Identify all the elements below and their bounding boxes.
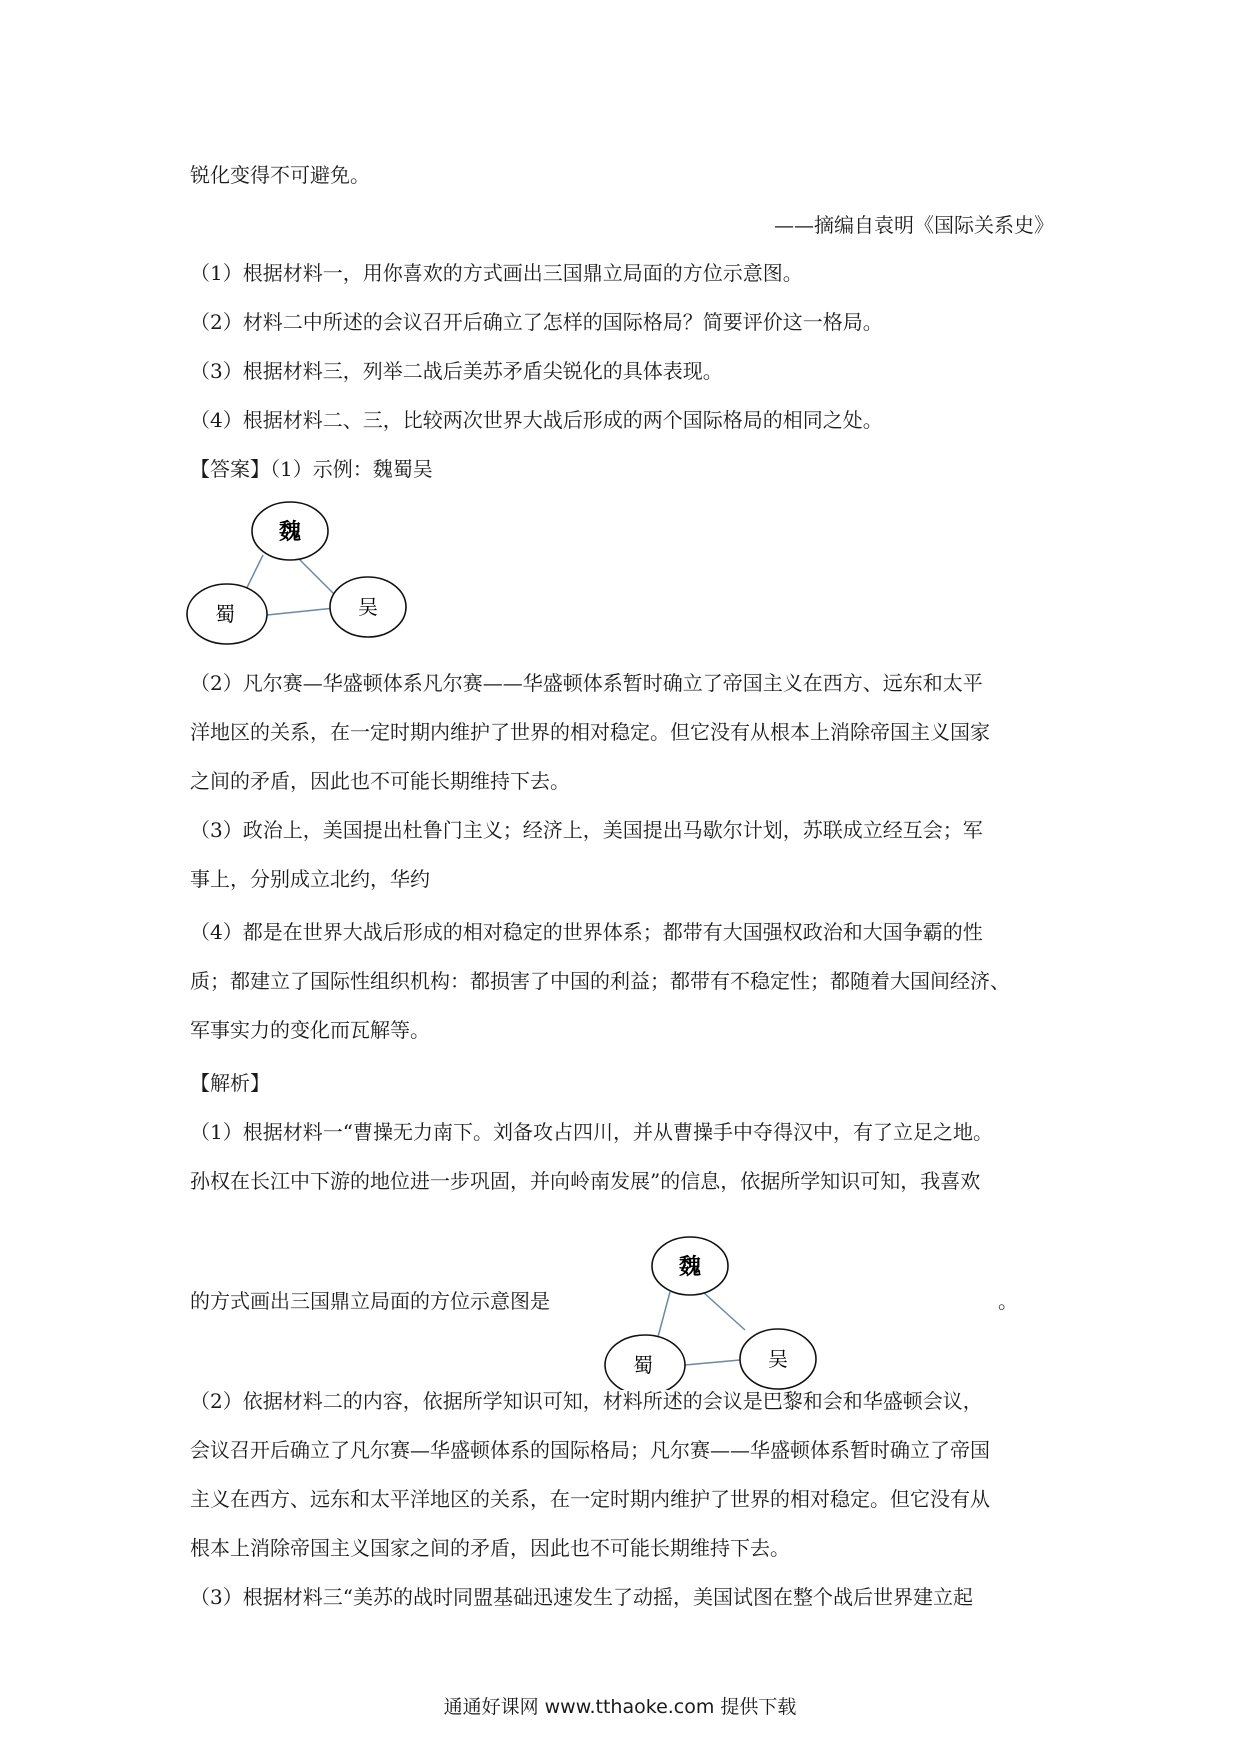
question-3: （3）根据材料三，列举二战后美苏矛盾尖锐化的具体表现。 xyxy=(190,359,723,383)
connector-line xyxy=(703,1292,745,1330)
connector-line xyxy=(295,555,335,595)
analysis-2: 会议召开后确立了凡尔赛—华盛顿体系的国际格局；凡尔赛——华盛顿体系暂时确立了帝国 xyxy=(190,1438,990,1462)
analysis-1-diagram-line xyxy=(190,1238,1018,1377)
sentence-end: 。 xyxy=(998,1289,1018,1313)
analysis-2: 主义在西方、远东和太平洋地区的关系，在一定时期内维护了世界的相对稳定。但它没有从 xyxy=(190,1487,990,1511)
answer-2: （2）凡尔赛—华盛顿体系凡尔赛——华盛顿体系暂时确立了帝国主义在西方、远东和太平 xyxy=(190,671,983,695)
answer-4: 军事实力的变化而瓦解等。 xyxy=(190,1018,430,1042)
analysis-3: （3）根据材料三“美苏的战时同盟基础迅速发生了动摇，美国试图在整个战后世界建立起 xyxy=(190,1585,973,1609)
answer-4: （4）都是在世界大战后形成的相对稳定的世界体系；都带有大国强权政治和大国争霸的性 xyxy=(190,920,983,944)
analysis-heading: 【解析】 xyxy=(190,1071,270,1095)
question-4: （4）根据材料二、三，比较两次世界大战后形成的两个国际格局的相同之处。 xyxy=(190,408,883,432)
analysis-2: （2）依据材料二的内容，依据所学知识可知，材料所述的会议是巴黎和会和华盛顿会议， xyxy=(190,1389,983,1413)
question-1: （1）根据材料一，用你喜欢的方式画出三国鼎立局面的方位示意图。 xyxy=(190,261,803,285)
label-shu: 蜀 xyxy=(633,1353,653,1377)
page-footer: 通通好课网 www.tthaoke.com 提供下载 xyxy=(443,1696,797,1718)
connector-line xyxy=(267,608,335,615)
connector-line xyxy=(685,1360,740,1365)
three-kingdoms-diagram-inline xyxy=(585,1230,825,1390)
answer-4: 质；都建立了国际性组织机构：都损害了中国的利益；都带有不稳定性；都随着大国间经济、 xyxy=(190,969,1010,993)
answer-3: （3）政治上，美国提出杜鲁门主义；经济上，美国提出马歇尔计划，苏联成立经互会；军 xyxy=(190,818,983,842)
analysis-1: 孙权在长江中下游的地位进一步巩固，并向岭南发展”的信息，依据所学知识可知，我喜欢 xyxy=(190,1169,981,1193)
label-wei: 魏 xyxy=(678,1254,702,1280)
question-2: （2）材料二中所述的会议召开后确立了怎样的国际格局？简要评价这一格局。 xyxy=(190,310,883,334)
analysis-1-text: 的方式画出三国鼎立局面的方位示意图是 xyxy=(190,1289,550,1313)
label-wei: 魏 xyxy=(278,519,302,545)
label-shu: 蜀 xyxy=(215,602,235,626)
three-kingdoms-diagram xyxy=(185,500,425,660)
analysis-1: （1）根据材料一“曹操无力南下。刘备攻占四川，并从曹操手中夺得汉中，有了立足之地。 xyxy=(190,1120,993,1144)
text-line: 锐化变得不可避免。 xyxy=(190,163,370,187)
source-citation: ——摘编自袁明《国际关系史》 xyxy=(774,213,1054,237)
label-wu: 吴 xyxy=(358,595,378,619)
label-wu: 吴 xyxy=(768,1347,788,1371)
answer-2: 洋地区的关系，在一定时期内维护了世界的相对稳定。但它没有从根本上消除帝国主义国家 xyxy=(190,720,990,744)
answer-2: 之间的矛盾，因此也不可能长期维持下去。 xyxy=(190,769,570,793)
answer-3: 事上，分别成立北约，华约 xyxy=(190,867,430,891)
analysis-2: 根本上消除帝国主义国家之间的矛盾，因此也不可能长期维持下去。 xyxy=(190,1536,790,1560)
answer-heading: 【答案】（1）示例：魏蜀吴 xyxy=(190,457,433,481)
